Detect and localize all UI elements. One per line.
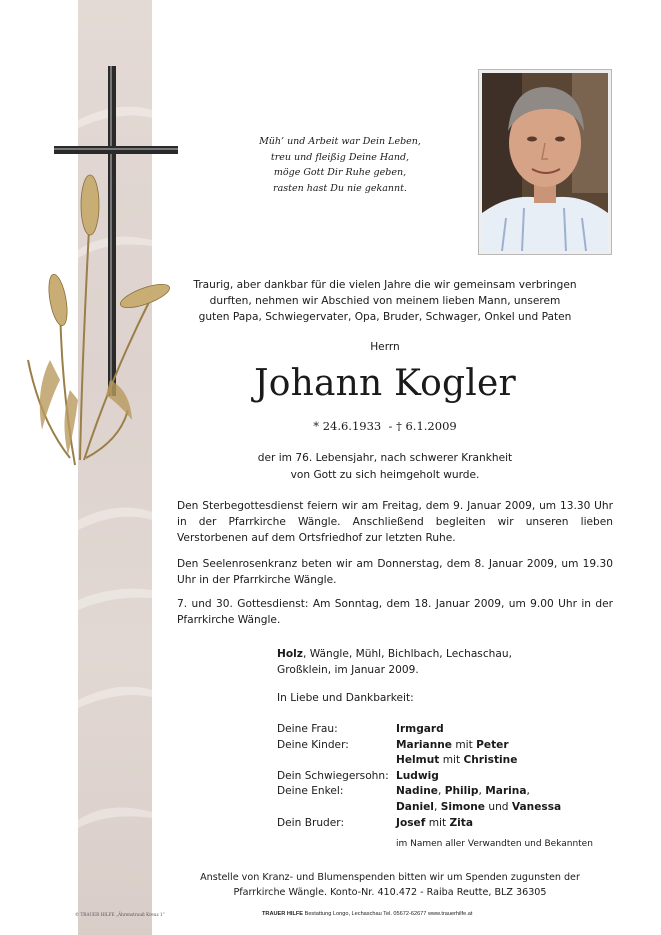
family-row — [277, 816, 617, 832]
funeral-home-footer — [262, 911, 472, 917]
family-connector: , — [526, 785, 530, 798]
family-row — [277, 784, 617, 800]
age-text — [180, 450, 590, 483]
funeral-home-name: TRAUER HILFE — [262, 911, 304, 917]
family-names — [396, 753, 517, 769]
poem — [240, 134, 440, 196]
intro-line: durften, nehmen wir Abschied von meinem lieben Mann, unserem — [209, 295, 561, 307]
copyright-note: © TRAUER HILFE „Ährenstrauß Kreuz 1“ — [75, 912, 165, 917]
family-member-name: Ludwig — [396, 769, 439, 782]
deceased-name: Johann Kogler — [254, 363, 516, 404]
family-member-name: Zita — [449, 816, 474, 829]
salutation: Herrn — [370, 341, 400, 353]
family-names — [396, 769, 439, 785]
poem-line: Müh’ und Arbeit war Dein Leben, — [259, 136, 421, 147]
love-line: In Liebe und Dankbarkeit: — [277, 692, 414, 704]
family-relation: Deine Enkel: — [277, 785, 344, 798]
family-names — [396, 800, 561, 816]
family-member-name: Helmut — [396, 754, 440, 767]
family-member-name: Nadine — [396, 785, 438, 798]
cross-icon — [20, 60, 190, 480]
family-names — [396, 784, 530, 800]
intro-line: guten Papa, Schwiegervater, Opa, Bruder, Schwager, Onkel und Paten — [198, 311, 572, 323]
family-names — [396, 816, 473, 832]
wheat-icon — [28, 210, 150, 465]
family-connector: und — [485, 800, 512, 813]
family-relation: Dein Schwiegersohn: — [277, 769, 389, 782]
family-names — [396, 738, 509, 754]
family-row — [277, 769, 617, 785]
place-line — [277, 646, 597, 662]
family-relation: Dein Bruder: — [277, 816, 345, 829]
family-member-name: Peter — [476, 738, 509, 751]
family-member-name: Irmgard — [396, 723, 444, 735]
family-connector: mit — [451, 738, 477, 751]
family-connector: mit — [425, 816, 450, 829]
poem-line: rasten hast Du nie gekannt. — [273, 182, 407, 194]
family-connector: , — [433, 800, 441, 813]
place-home: Holz — [277, 648, 303, 660]
funeral-service-text: Den Sterbegottesdienst feiern wir am Freitag, dem 9. Januar 2009, um 13.30 Uhr in der Pfarrkirche Wängle. Anschließend begleiten wir unseren lieben Verstorbenen auf dem Ortsfriedhof zur letzten Ruhe. — [177, 500, 613, 544]
family-connector: mit — [439, 754, 464, 767]
family-member-name: Vanessa — [511, 800, 562, 813]
family-list — [277, 722, 617, 831]
place-date — [277, 646, 597, 678]
family-connector: , — [478, 785, 486, 798]
family-row — [277, 738, 617, 754]
intro-line: Traurig, aber dankbar für die vielen Jahre die wir gemeinsam verbringen — [193, 279, 577, 291]
family-member-name: Simone — [440, 800, 485, 813]
poem-line: möge Gott Dir Ruhe geben, — [273, 167, 407, 178]
family-relation: Deine Frau: — [277, 723, 338, 735]
donation-line: Pfarrkirche Wängle. Konto-Nr. 410.472 - Raiba Reutte, BLZ 36305 — [233, 887, 547, 898]
relatives-line: im Namen aller Verwandten und Bekannten — [396, 839, 593, 849]
family-row — [277, 753, 617, 769]
intro-text — [180, 277, 590, 325]
place-line: Großklein, im Januar 2009. — [277, 664, 419, 676]
donation-line: Anstelle von Kranz- und Blumenspenden bitten wir um Spenden zugunsten der — [200, 872, 580, 883]
poem-line: treu und fleißig Deine Hand, — [270, 151, 410, 163]
memorial-service-text: 7. und 30. Gottesdienst: Am Sonntag, dem 18. Januar 2009, um 9.00 Uhr in der Pfarrkirche Wängle. — [177, 598, 613, 626]
family-member-name: Philip — [444, 785, 479, 798]
family-relation — [277, 800, 396, 816]
age-line: von Gott zu sich heimgeholt wurde. — [290, 468, 480, 481]
funeral-home-contact: Bestattung Longo, Lechaschau Tel. 05672-62677 www.trauerhilfe.at — [303, 911, 473, 917]
portrait-photo — [478, 69, 612, 255]
place-rest: , Wängle, Mühl, Bichlbach, Lechaschau, — [302, 648, 512, 660]
family-member-name: Marianne — [396, 738, 452, 751]
family-member-name: Christine — [463, 754, 518, 767]
donation-note — [180, 870, 600, 900]
family-connector: , — [437, 785, 445, 798]
family-member-name: Daniel — [396, 800, 434, 813]
family-relation — [277, 753, 396, 769]
family-row — [277, 722, 617, 738]
family-relation: Deine Kinder: — [277, 738, 349, 751]
rosary-text: Den Seelenrosenkranz beten wir am Donnerstag, dem 8. Januar 2009, um 19.30 Uhr in der Pfarrkirche Wängle. — [177, 558, 613, 586]
age-line: der im 76. Lebensjahr, nach schwerer Krankheit — [257, 452, 513, 464]
family-row — [277, 800, 617, 816]
family-member-name: Marina — [485, 785, 527, 798]
family-names — [396, 722, 444, 738]
life-dates: * 24.6.1933 - † 6.1.2009 — [313, 419, 457, 433]
family-member-name: Josef — [396, 816, 426, 829]
